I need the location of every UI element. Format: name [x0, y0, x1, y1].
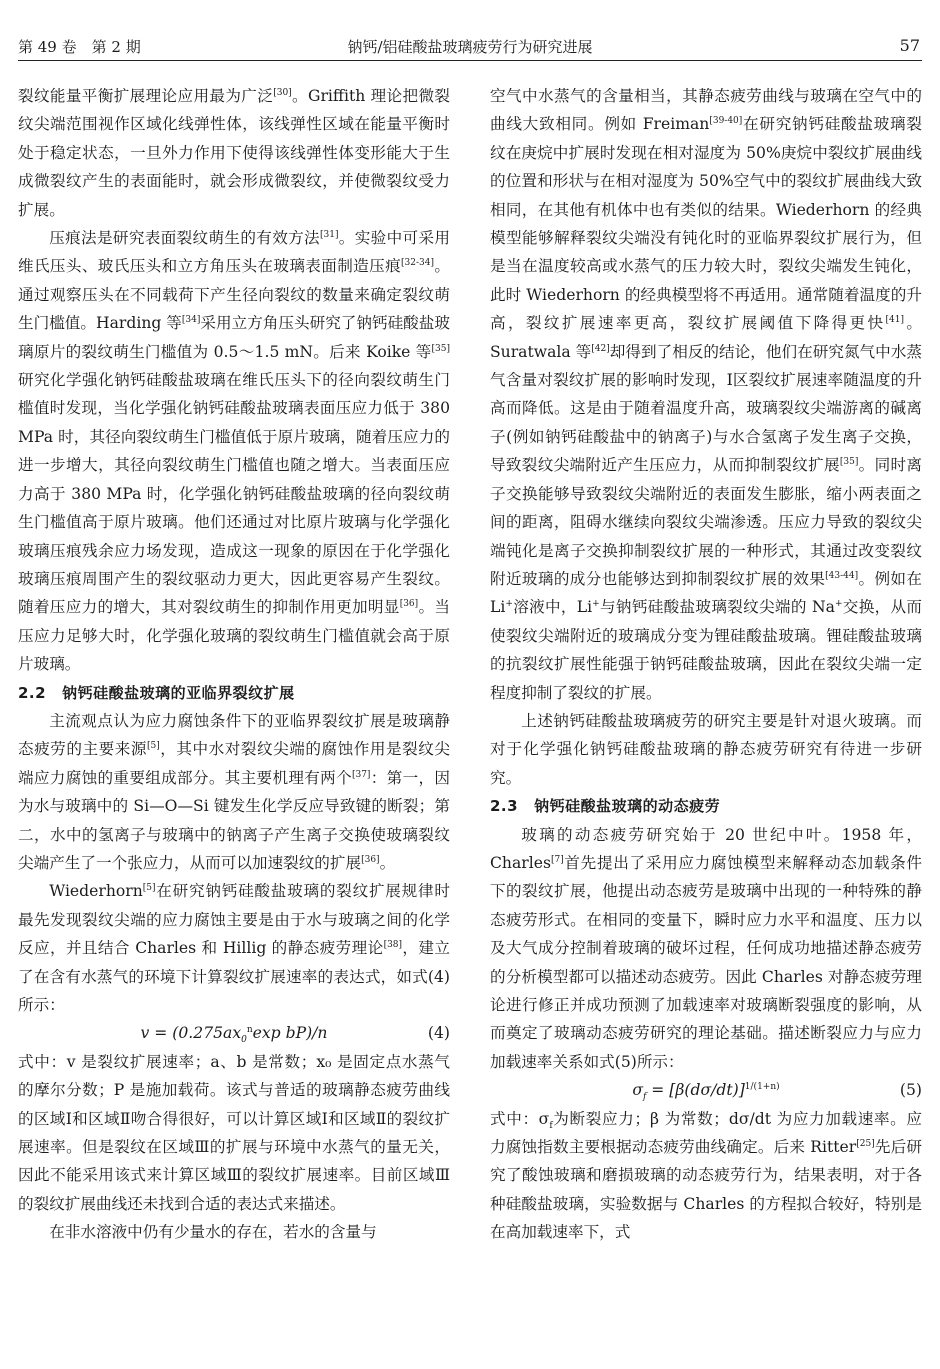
citation[interactable]: [5]	[142, 883, 156, 894]
right-column	[490, 82, 922, 1247]
citation[interactable]: [35]	[431, 343, 450, 354]
citation[interactable]: [31]	[319, 230, 339, 241]
equation-4: $v = (0.275ax_0^n\exp$ bP)/n (4)	[18, 1019, 450, 1047]
equation-5: $\sigma_f = [\beta(d\sigma/dt)]^{1/(1+n)}$ (5)	[490, 1076, 922, 1104]
citation[interactable]: [41]	[885, 315, 904, 326]
citation[interactable]: [37]	[351, 769, 371, 780]
running-title: 钠钙/铝硅酸盐玻璃疲劳行为研究进展	[347, 38, 593, 56]
left-column	[18, 82, 450, 1247]
running-header	[18, 30, 922, 61]
paragraph: 在非水溶液中仍有少量水的存在，若水的含量与	[49, 1223, 377, 1242]
paragraph: 上述钠钙硅酸盐玻璃疲劳的研究主要是针对退火玻璃。而对于化学强化钠钙硅酸盐玻璃的静态疲劳研究有待进一步研究。	[490, 711, 922, 787]
citation[interactable]: [5]	[147, 741, 160, 752]
section-heading-2-3: 2.3 钠钙硅酸盐玻璃的动态疲劳	[490, 797, 721, 816]
citation[interactable]: [25]	[856, 1139, 875, 1150]
citation[interactable]: [30]	[273, 88, 292, 98]
citation[interactable]: [7]	[550, 854, 564, 865]
citation[interactable]: [38]	[383, 940, 403, 951]
citation[interactable]: [42]	[591, 343, 610, 354]
citation[interactable]: [36]	[361, 854, 380, 865]
paragraph: 压痕法是研究表面裂纹萌生的有效方法[31]。实验中可采用维氏压头、玻氏压头和立方角压头在玻璃表面制造压痕[32-34]。通过观察压头在不同载荷下产生径向裂纹的数量来确定裂纹萌生门槛值。Harding 等[34]采用立方角压头研究了钠钙硅酸盐玻璃原片的裂纹萌生门槛值为 0.5～1.5 mN。后来 Koike 等[35]研究化学强化钠钙硅酸盐玻璃在维氏压头下的径向裂纹萌生门槛值时发现，当化学强化钠钙硅酸盐玻璃表面压应力低于 380 MPa 时，其径向裂纹萌生门槛值低于原片玻璃，随着压应力的进一步增大，其径向裂纹萌生门槛值也随之增大。当表面压应力高于 380 MPa 时，化学强化钠钙硅酸盐玻璃的径向裂纹萌生门槛值高于原片玻璃。他们还通过对比原片玻璃与化学强化玻璃压痕残余应力场发现，造成这一现象的原因在于化学强化玻璃压痕周围产生的裂纹驱动力更大，因此更容易产生裂纹。随着压应力的增大，其对裂纹萌生的抑制作用更加明显[36]。当压应力足够大时，化学强化玻璃的裂纹萌生门槛值就会高于原片玻璃。	[18, 229, 450, 674]
paragraph: 式中：$\sigma_f$为断裂应力；β 为常数；dσ/dt 为应力加载速率。应力腐蚀指数主要根据动态疲劳曲线确定。后来 Ritter[25]先后研究了酸蚀玻璃和磨损玻璃的动态疲劳行为，结果表明，对于各种硅酸盐玻璃，实验数据与 Charles 的方程拟合较好，特别是在高加载速率下，式	[490, 1109, 922, 1242]
citation[interactable]: [32-34]	[401, 258, 435, 269]
citation[interactable]: [43-44]	[825, 570, 859, 581]
page-number: 57	[899, 36, 920, 55]
volume-issue: 第 49 卷 第 2 期	[18, 38, 141, 56]
citation[interactable]: [39-40]	[709, 116, 743, 127]
equation-number: (5)	[899, 1081, 922, 1100]
paragraph: 裂纹能量平衡扩展理论应用最为广泛[30]。Griffith 理论把微裂纹尖端范围视作区域化线弹性体，该线弹性区域在能量平衡时处于稳定状态，一旦外力作用下使得该线弹性体变形能大于生成微裂纹产生的表面能时，就会形成微裂纹，并使微裂纹受力扩展。	[18, 87, 450, 219]
equation-number: (4)	[427, 1024, 450, 1043]
section-heading-2-2: 2.2 钠钙硅酸盐玻璃的亚临界裂纹扩展	[18, 683, 295, 702]
citation[interactable]: [36]	[399, 599, 419, 610]
paragraph: 空气中水蒸气的含量相当，其静态疲劳曲线与玻璃在空气中的曲线大致相同。例如 Freiman[39-40]在研究钠钙硅酸盐玻璃裂纹在庚烷中扩展时发现在相对湿度为 50%庚烷中裂纹扩展曲线的位置和形状与在相对湿度为 50%空气中的裂纹扩展曲线大致相同，在其他有机体中也有类似的结果。Wiederhorn 的经典模型能够解释裂纹尖端没有钝化时的亚临界裂纹扩展行为，但是当在温度较高或水蒸气的压力较大时，裂纹尖端发生钝化，此时 Wiederhorn 的经典模型将不再适用。通常随着温度的升高，裂纹扩展速率更高，裂纹扩展阈值下降得更快[41]。Suratwala 等[42]却得到了相反的结论，他们在研究氮气中水蒸气含量对裂纹扩展的影响时发现，Ⅰ区裂纹扩展速率随温度的升高而降低。这是由于随着温度升高，玻璃裂纹尖端游离的碱离子(例如钠钙硅酸盐中的钠离子)与水合氢离子发生离子交换，导致裂纹尖端附近产生压应力，从而抑制裂纹扩展[35]。同时离子交换能够导致裂纹尖端附近的表面发生膨胀，缩小两表面之间的距离，阻碍水继续向裂纹尖端渗透。压应力导致的裂纹尖端钝化是离子交换抑制裂纹扩展的一种形式，其通过改变裂纹附近玻璃的成分也能够达到抑制裂纹扩展的效果[43-44]。例如在 Li+溶液中，Li+与钠钙硅酸盐玻璃裂纹尖端的 Na+交换，从而使裂纹尖端附近的玻璃成分变为锂硅酸盐玻璃。锂硅酸盐玻璃的抗裂纹扩展性能强于钠钙硅酸盐玻璃，因此在裂纹尖端一定程度抑制了裂纹的扩展。	[490, 87, 922, 702]
paragraph: 主流观点认为应力腐蚀条件下的亚临界裂纹扩展是玻璃静态疲劳的主要来源[5]，其中水对裂纹尖端的腐蚀作用是裂纹尖端应力腐蚀的重要组成部分。其主要机理有两个[37]：第一，因为水与玻璃中的 Si—O—Si 键发生化学反应导致键的断裂；第二，水中的氢离子与玻璃中的钠离子产生离子交换使玻璃裂纹尖端产生了一个张应力，从而可以加速裂纹的扩展[36]。	[18, 711, 450, 872]
citation[interactable]: [35]	[839, 457, 859, 468]
paragraph: 玻璃的动态疲劳研究始于 20 世纪中叶。1958 年，Charles[7]首先提出了采用应力腐蚀模型来解释动态加载条件下的裂纹扩展，他提出动态疲劳是玻璃中出现的一种特殊的静态疲劳形式。在相同的变量下，瞬时应力水平和温度、压力以及大气成分控制着玻璃的破坏过程，任何成功地描述静态疲劳的分析模型都可以描述动态疲劳。因此 Charles 对静态疲劳理论进行修正并成功预测了加载速率对玻璃断裂强度的影响，从而奠定了玻璃动态疲劳研究的理论基础。描述断裂应力与应力加载速率关系如式(5)所示：	[490, 825, 922, 1071]
paragraph: 式中：v 是裂纹扩展速率；a、b 是常数；x₀ 是固定点水蒸气的摩尔分数；P 是施加载荷。该式与普适的玻璃静态疲劳曲线的区域Ⅰ和区域Ⅱ吻合得很好，可以计算区域Ⅰ和区域Ⅱ的裂纹扩展速率。但是裂纹在区域Ⅲ的扩展与环境中水蒸气的量无关，因此不能采用该式来计算区域Ⅲ的裂纹扩展速率。目前区域Ⅲ的裂纹扩展曲线还未找到合适的表达式来描述。	[18, 1052, 450, 1213]
citation[interactable]: [34]	[181, 315, 201, 326]
paragraph: Wiederhorn[5]在研究钠钙硅酸盐玻璃的裂纹扩展规律时最先发现裂纹尖端的应力腐蚀主要是由于水与玻璃之间的化学反应，并且结合 Charles 和 Hillig 的静态疲劳理论[38]，建立了在含有水蒸气的环境下计算裂纹扩展速率的表达式，如式(4)所示：	[18, 882, 450, 1014]
